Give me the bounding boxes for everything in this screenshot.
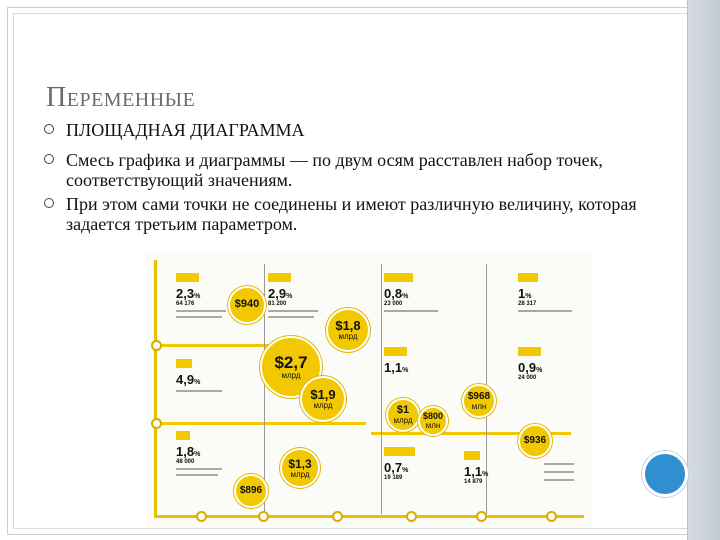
card-header bbox=[176, 273, 199, 282]
text-placeholder bbox=[384, 310, 438, 312]
company-card bbox=[176, 266, 200, 307]
connector-line bbox=[156, 344, 276, 347]
value-bubble: $1,8 млрд bbox=[326, 308, 370, 352]
value-bubble: $800 млн bbox=[418, 406, 448, 436]
text-placeholder bbox=[176, 390, 222, 392]
card-percent: 1% bbox=[518, 286, 532, 301]
company-card bbox=[518, 340, 542, 381]
side-stripe bbox=[687, 0, 720, 540]
card-header bbox=[176, 431, 190, 440]
axis-node bbox=[196, 511, 207, 522]
value-bubble: $968 млн bbox=[462, 384, 496, 418]
text-placeholder bbox=[268, 310, 318, 312]
card-count: 81 200 bbox=[268, 301, 287, 307]
value-bubble: $1,3 млрд bbox=[280, 448, 320, 488]
card-header bbox=[518, 347, 541, 356]
bullet-icon bbox=[44, 198, 54, 208]
card-percent: 0,9% bbox=[518, 360, 543, 375]
card-count: 24 000 bbox=[518, 375, 537, 381]
company-card bbox=[268, 266, 292, 307]
axis-node bbox=[406, 511, 417, 522]
value-bubble: $936 bbox=[518, 424, 552, 458]
slide-title: ПЕРЕМЕННЫЕ bbox=[46, 82, 196, 113]
card-percent: 4,9% bbox=[176, 372, 201, 387]
card-count: 14 879 bbox=[464, 479, 483, 485]
text-placeholder bbox=[176, 310, 226, 312]
card-header bbox=[464, 451, 480, 460]
y-axis bbox=[154, 260, 157, 518]
card-header bbox=[268, 273, 291, 282]
company-card bbox=[518, 266, 538, 307]
axis-node bbox=[151, 340, 162, 351]
card-count: 48 000 bbox=[176, 459, 195, 465]
bullet-item: При этом сами точки не соединены и имеют различную величину, которая задается третьим параметром. bbox=[42, 194, 682, 234]
bubble-chart-infographic bbox=[146, 252, 592, 528]
card-header bbox=[518, 273, 538, 282]
card-percent: 1,8% bbox=[176, 444, 201, 459]
company-card bbox=[384, 266, 413, 307]
card-header bbox=[384, 273, 413, 282]
text-placeholder bbox=[518, 310, 572, 312]
company-card bbox=[176, 352, 200, 387]
card-percent: 2,3% bbox=[176, 286, 201, 301]
company-card bbox=[176, 424, 200, 465]
bullet-list bbox=[42, 120, 682, 238]
divider bbox=[381, 264, 382, 514]
card-count: 64 176 bbox=[176, 301, 195, 307]
company-card bbox=[384, 340, 408, 375]
legend-box bbox=[540, 457, 580, 489]
text-placeholder bbox=[176, 468, 222, 470]
card-header bbox=[384, 347, 407, 356]
company-card bbox=[384, 440, 415, 481]
value-bubble: $1,9 млрд bbox=[300, 376, 346, 422]
text-placeholder bbox=[268, 316, 314, 318]
axis-node bbox=[332, 511, 343, 522]
card-count: 19 189 bbox=[384, 475, 403, 481]
value-bubble: $2,7 млрд bbox=[260, 336, 322, 398]
value-bubble: $940 bbox=[228, 286, 266, 324]
bullet-item: Смесь графика и диаграммы — по двум осям расставлен набор точек, соответствующий значениям. bbox=[42, 150, 682, 190]
slide-nav-button[interactable] bbox=[642, 451, 688, 497]
bullet-icon bbox=[44, 154, 54, 164]
card-percent: 2,9% bbox=[268, 286, 293, 301]
text-placeholder bbox=[176, 316, 222, 318]
text-placeholder bbox=[176, 474, 218, 476]
value-bubble: $1 млрд bbox=[386, 398, 420, 432]
x-axis bbox=[154, 515, 584, 518]
bullet-item: ПЛОЩАДНАЯ ДИАГРАММА bbox=[42, 120, 682, 140]
card-percent: 1,1% bbox=[384, 360, 409, 375]
card-count: 23 000 bbox=[384, 301, 403, 307]
card-percent: 0,7% bbox=[384, 460, 409, 475]
card-header bbox=[384, 447, 415, 456]
card-count: 28 317 bbox=[518, 301, 537, 307]
axis-node bbox=[476, 511, 487, 522]
axis-node bbox=[546, 511, 557, 522]
value-bubble: $896 bbox=[234, 474, 268, 508]
bullet-icon bbox=[44, 124, 54, 134]
axis-node bbox=[258, 511, 269, 522]
axis-node bbox=[151, 418, 162, 429]
card-percent: 1,1% bbox=[464, 464, 489, 479]
card-header bbox=[176, 359, 192, 368]
company-card bbox=[464, 444, 488, 485]
card-percent: 0,8% bbox=[384, 286, 409, 301]
